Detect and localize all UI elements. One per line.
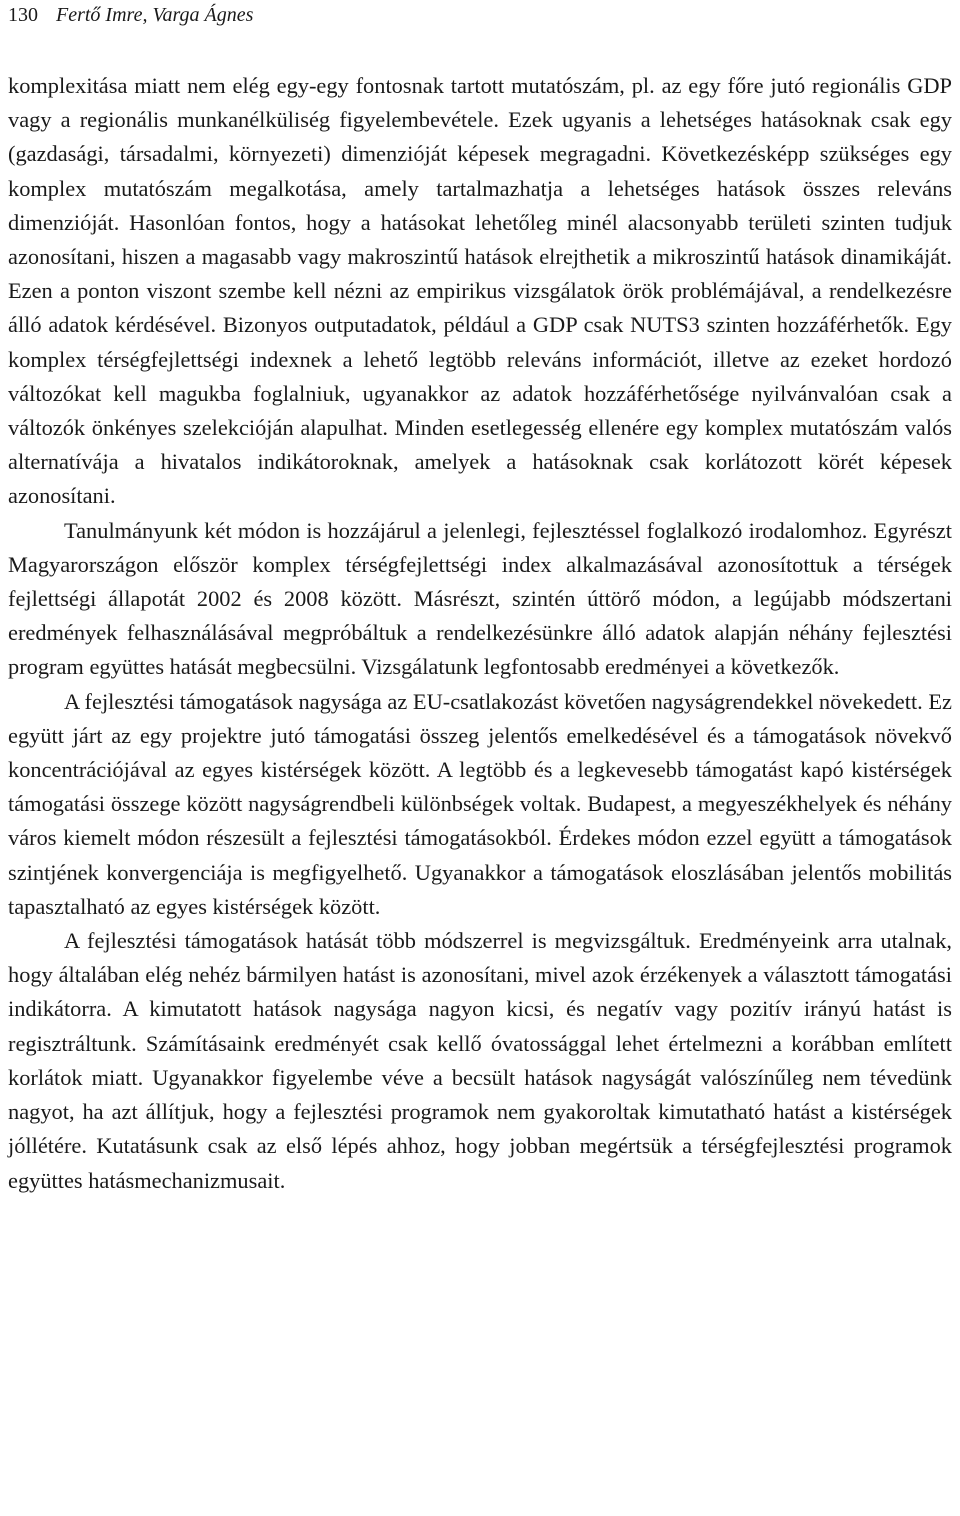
paragraph: Tanulmányunk két módon is hozzájárul a jelenlegi, fejlesztéssel foglalkozó irodalomhoz. Egyrészt Magyarországon először komplex térségfejlettségi index alkalmazásával azonosítottuk a térségek fejlettségi állapotát 2002 és 2008 között. Másrészt, szintén úttörő módon, a legújabb módszertani eredmények felhasználásával megpróbáltuk a rendelkezésünkre álló adatok alapján néhány fejlesztési program együttes hatását megbecsülni. Vizsgálatunk legfontosabb eredményei a következők.	[8, 517, 952, 680]
running-head-authors: Fertő Imre, Varga Ágnes	[56, 4, 254, 26]
paragraph: A fejlesztési támogatások hatását több módszerrel is megvizsgáltuk. Eredményeink arra utalnak, hogy általában elég nehéz bármilyen hatást is azonosítani, mivel azok érzékenyek a választott támogatási indikátorra. A kimutatott hatások nagysága nagyon kicsi, és negatív vagy pozitív irányú hatást is regisztráltunk. Számításaink eredményét csak kellő óvatossággal lehet értelmezni a korábban említett korlátok miatt. Ugyanakkor figyelembe véve a becsült hatások nagyságát valószínűleg nem tévedünk nagyot, ha azt állítjuk, hogy a fejlesztési programok nem gyakoroltak kimutatható hatást a kistérségek jóllétére. Kutatásunk csak az első lépés ahhoz, hogy jobban megértsük a térségfejlesztési programok együttes hatásmechanizmusait.	[8, 928, 952, 1193]
page-number: 130	[8, 4, 38, 26]
running-head	[8, 2, 253, 28]
paragraph-continued: komplexitása miatt nem elég egy-egy fontosnak tartott mutatószám, pl. az egy főre jutó regionális GDP vagy a regionális munkanélküliség figyelembevétele. Ezek ugyanis a lehetséges hatásoknak csak egy (gazdasági, társadalmi, környezeti) dimenzióját képesek megragadni. Következésképp szükséges egy komplex mutatószám megalkotása, amely tartalmazhatja a lehetséges hatások összes releváns dimenzióját. Hasonlóan fontos, hogy a hatásokat lehetőleg minél alacsonyabb területi szinten tudjuk azonosítani, hiszen a magasabb vagy makroszintű hatások elrejthetik a mikroszintű hatások dinamikáját. Ezen a ponton viszont szembe kell nézni az empirikus vizsgálatok örök problémájával, a rendelkezésre álló adatok kérdésével. Bizonyos outputadatok, például a GDP csak NUTS3 szinten hozzáférhetők. Egy komplex térségfejlettségi indexnek a lehető legtöbb releváns információt, illetve az ezeket hordozó változókat kell magukba foglalniuk, ugyanakkor az adatok hozzáférhetősége nyilvánvalóan csak a változók önkényes szelekcióján alapulhat. Minden esetlegesség ellenére egy komplex mutatószám valós alternatívája a hivatalos indikátoroknak, amelyek a hatásoknak csak korlátozott körét képesek azonosítani.	[8, 73, 952, 509]
body-text	[8, 69, 952, 1198]
paragraph: A fejlesztési támogatások nagysága az EU-csatlakozást követően nagyságrendekkel növekedett. Ez együtt járt az egy projektre jutó támogatási összeg jelentős emelkedésével és a támogatások növekvő koncentrációjával az egyes kistérségek között. A legtöbb és a legkevesebb támogatást kapó kistérségek támogatási összege között nagyságrendbeli különbségek voltak. Budapest, a megyeszékhelyek és néhány város kiemelt módon részesült a fejlesztési támogatásokból. Érdekes módon ezzel együtt a támogatások szintjének konvergenciája is megfigyelhető. Ugyanakkor a támogatások eloszlásában jelentős mobilitás tapasztalható az egyes kistérségek között.	[8, 688, 952, 919]
